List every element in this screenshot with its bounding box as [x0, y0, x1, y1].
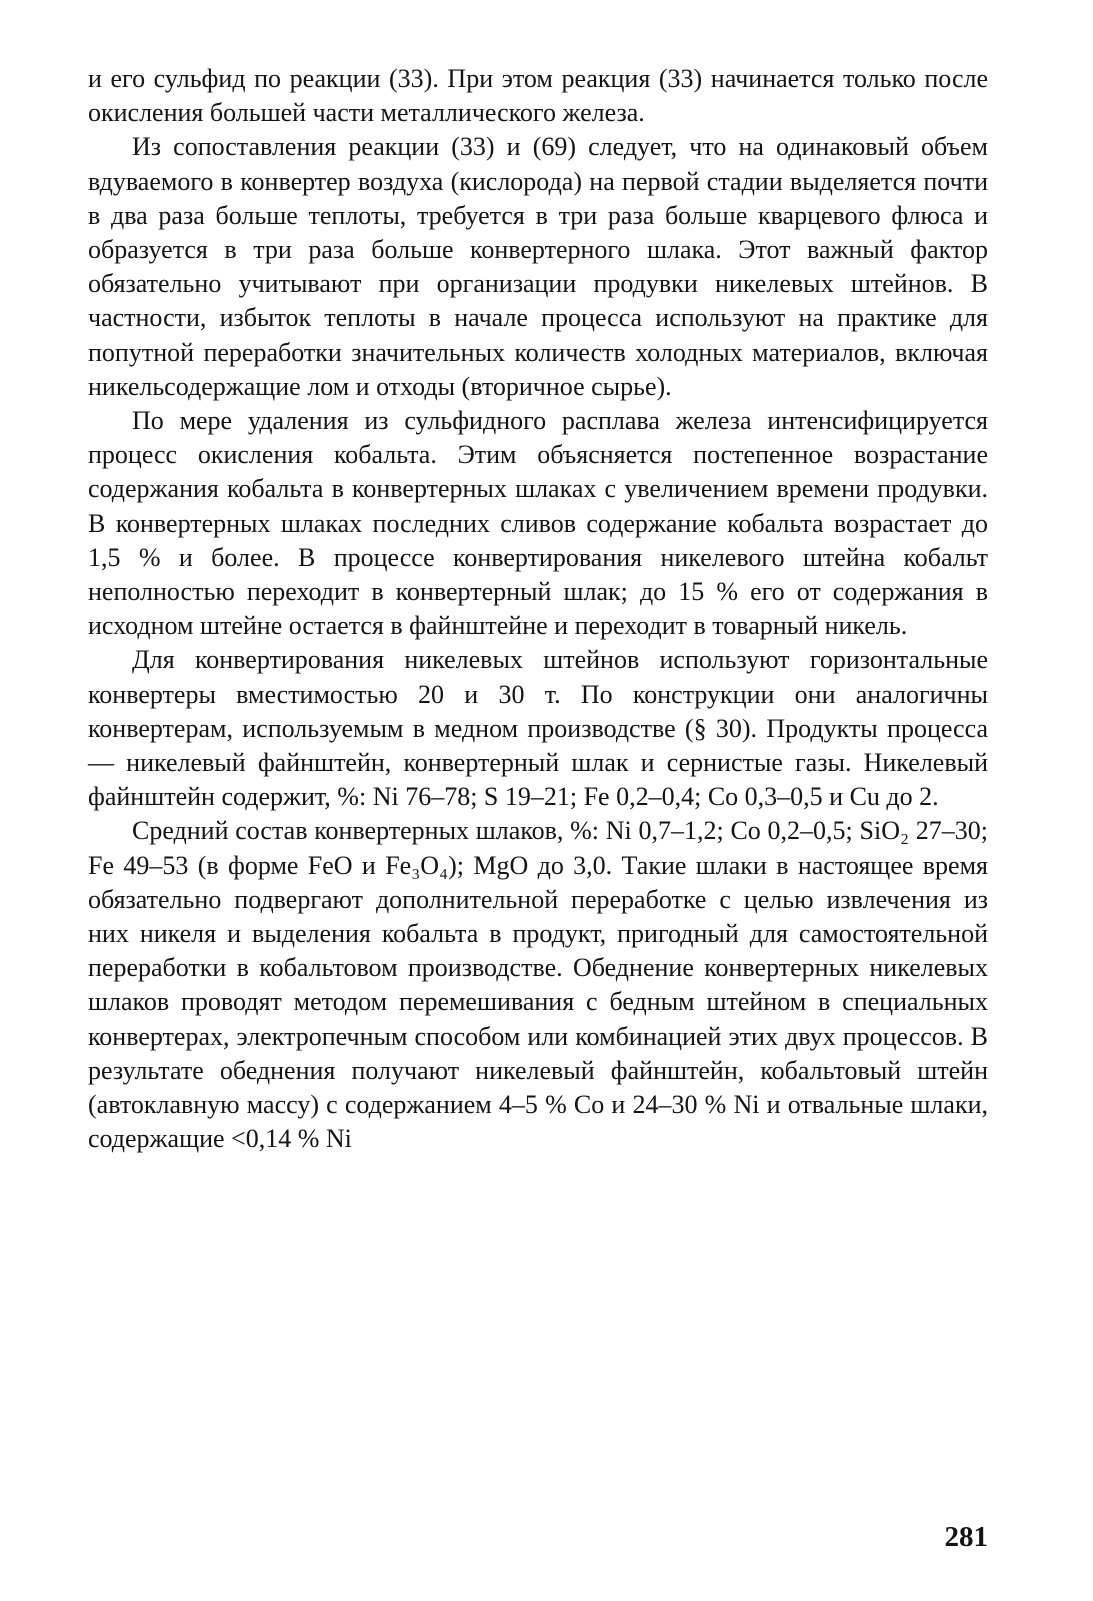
paragraph-slag-composition: Средний состав конвертерных шлаков, %: Ni 0,7–1,2; Co 0,2–0,5; SiO₂ 27–30; Fe 49–53 (в форме FeO и Fe₃O₄); MgO до 3,0. Такие шлаки в настоящее время обязательно подвергают дополнительной переработке с целью извлечения из них никеля и выделения кобальта в продукт, пригодный для самостоятельной переработки в кобальтовом производстве. Обеднение конвертерных никелевых шлаков проводят методом перемешивания с бедным штейном в специальных конвертерах, электропечным способом или комбинацией этих двух процессов. В результате обеднения получают никелевый файнштейн, кобальтовый штейн (автоклавную массу) с содержанием 4–5 % Co и 24–30 % Ni и отвальные шлаки, содержащие <0,14 % Ni	[88, 816, 988, 1154]
paragraph-cobalt-oxidation: По мере удаления из сульфидного расплава железа интенсифицируется процесс окисления кобальта. Этим объясняется постепенное возрастание содержания кобальта в конвертерных шлаках с увеличением времени продувки. В конвертерных шлаках последних сливов содержание кобальта возрастает до 1,5 % и более. В процессе конвертирования никелевого штейна кобальт неполностью переходит в конвертерный шлак; до 15 % его от содержания в исходном штейне остается в файнштейне и переходит в товарный никель.	[88, 406, 988, 641]
paragraph-converters: Для конвертирования никелевых штейнов используют горизонтальные конвертеры вместимостью 20 и 30 т. По конструкции они аналогичны конвертерам, используемым в медном производстве (§ 30). Продукты процесса — никелевый файнштейн, конвертерный шлак и сернистые газы. Никелевый файнштейн содержит, %: Ni 76–78; S 19–21; Fe 0,2–0,4; Co 0,3–0,5 и Cu до 2.	[88, 645, 988, 812]
paragraph-continuation: и его сульфид по реакции (33). При этом реакция (33) начинается только после окисления большей части металлического железа.	[88, 64, 988, 128]
page-number: 281	[944, 1521, 988, 1553]
page-body	[88, 62, 988, 1157]
paragraph-reaction-comparison: Из сопоставления реакции (33) и (69) следует, что на одинаковый объем вдуваемого в конвертер воздуха (кислорода) на первой стадии выделяется почти в два раза больше теплоты, требуется в три раза больше кварцевого флюса и образуется в три раза больше конвертерного шлака. Этот важный фактор обязательно учитывают при организации продувки никелевых штейнов. В частности, избыток теплоты в начале процесса используют на практике для попутной переработки значительных количеств холодных материалов, включая никельсодержащие лом и отходы (вторичное сырье).	[88, 132, 988, 401]
